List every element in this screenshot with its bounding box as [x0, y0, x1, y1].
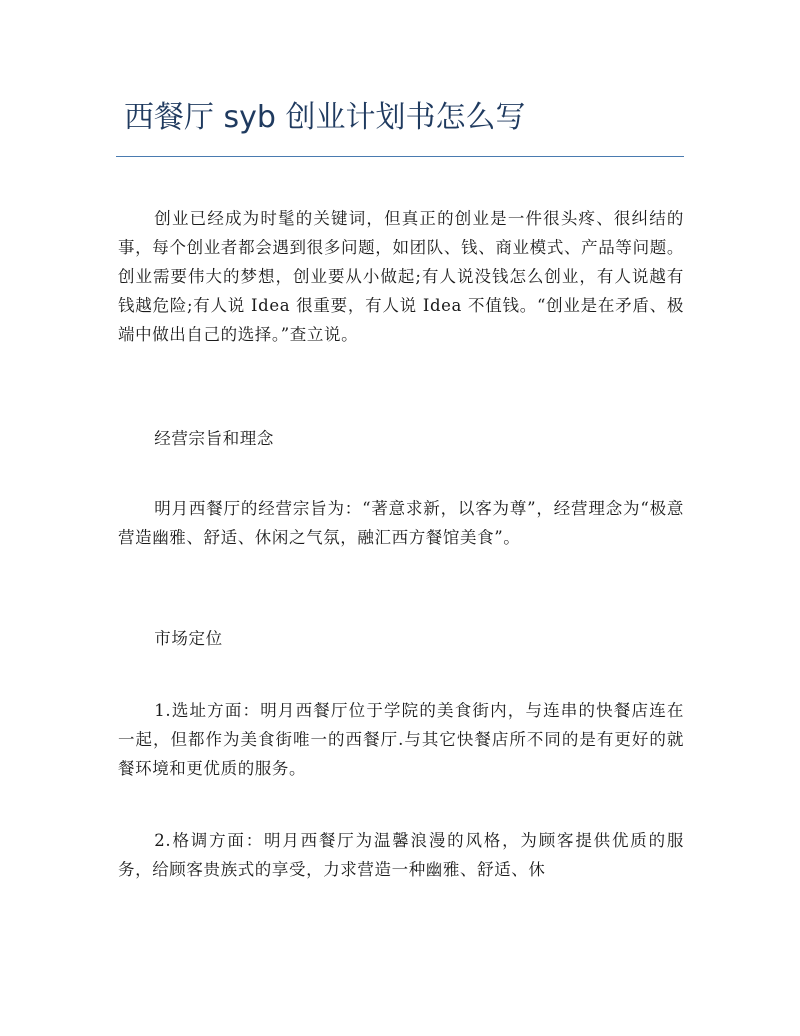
intro-paragraph: 创业已经成为时髦的关键词，但真正的创业是一件很头疼、很纠结的事，每个创业者都会遇到很多问题，如团队、钱、商业模式、产品等问题。创业需要伟大的梦想，创业要从小做起;有人说没钱怎么创业，有人说越有钱越危险;有人说 Idea 很重要，有人说 Idea 不值钱。“创业是在矛盾、极端中做出自己的选择。”查立说。	[118, 209, 684, 344]
mission-paragraph: 明月西餐厅的经营宗旨为：“著意求新，以客为尊”，经营理念为“极意营造幽雅、舒适、休闲之气氛，融汇西方餐馆美食”。	[118, 499, 684, 547]
section-heading-mission: 经营宗旨和理念	[154, 429, 274, 448]
title-divider	[116, 156, 684, 157]
location-paragraph: 1.选址方面：明月西餐厅位于学院的美食街内，与连串的快餐店连在一起，但都作为美食街唯一的西餐厅.与其它快餐店所不同的是有更好的就餐环境和更优质的服务。	[118, 701, 684, 778]
style-paragraph: 2.格调方面：明月西餐厅为温馨浪漫的风格，为顾客提供优质的服务，给顾客贵族式的享受，力求营造一种幽雅、舒适、休	[118, 831, 684, 879]
document-title: 西餐厅 syb 创业计划书怎么写	[124, 100, 526, 135]
section-heading-market: 市场定位	[154, 629, 223, 648]
